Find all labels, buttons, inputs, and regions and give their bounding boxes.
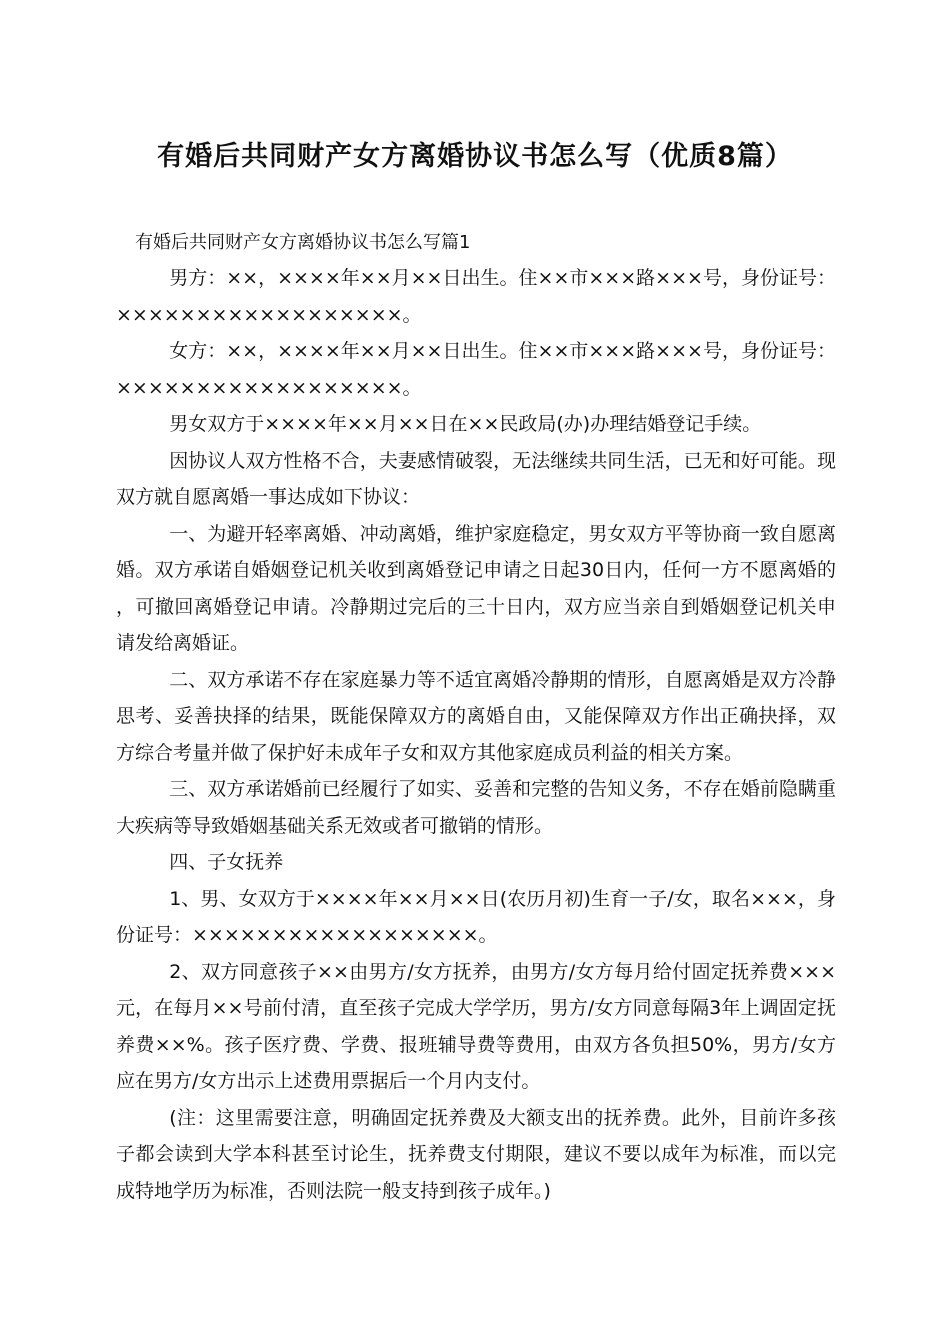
document-title: 有婚后共同财产女方离婚协议书怎么写（优质8篇）	[157, 141, 793, 172]
paragraph-wife-info: 女方：××，××××年××月××日出生。住××市×××路×××号，身份证号：××××××××××××××××××。	[116, 340, 836, 399]
paragraph-clause-3: 三、双方承诺婚前已经履行了如实、妥善和完整的告知义务，不存在婚前隐瞒重大疾病等导致婚姻基础关系无效或者可撤销的情形。	[116, 778, 836, 837]
paragraph-husband-info: 男方：××，××××年××月××日出生。住××市×××路×××号，身份证号：××××××××××××××××××。	[116, 267, 836, 326]
document-body	[116, 260, 836, 1209]
paragraph-clause-4-heading: 四、子女抚养	[169, 851, 284, 873]
paragraph-clause-1: 一、为避开轻率离婚、冲动离婚，维护家庭稳定，男女双方平等协商一致自愿离婚。双方承诺自婚姻登记机关收到离婚登记申请之日起30日内，任何一方不愿离婚的，可撤回离婚登记申请。冷静期过完后的三十日内，双方应当亲自到婚姻登记机关申请发给离婚证。	[116, 522, 836, 654]
paragraph-note: (注：这里需要注意，明确固定抚养费及大额支出的抚养费。此外，目前许多孩子都会读到大学本科甚至讨论生，抚养费支付期限，建议不要以成年为标准，而以完成特地学历为标准，否则法院一般支持到孩子成年。)	[116, 1106, 836, 1202]
paragraph-reason: 因协议人双方性格不合，夫妻感情破裂，无法继续共同生活，已无和好可能。现双方就自愿离婚一事达成如下协议：	[116, 449, 836, 508]
paragraph-marriage-registration: 男女双方于××××年××月××日在××民政局(办)办理结婚登记手续。	[169, 413, 762, 435]
section-heading: 有婚后共同财产女方离婚协议书怎么写篇1	[135, 232, 471, 253]
paragraph-child-support: 2、双方同意孩子××由男方/女方抚养，由男方/女方每月给付固定抚养费×××元，在每月××号前付清，直至孩子完成大学学历，男方/女方同意每隔3年上调固定抚养费××%。孩子医疗费、学费、报班辅导费等费用，由双方各负担50%，男方/女方应在男方/女方出示上述费用票据后一个月内支付。	[116, 960, 836, 1092]
paragraph-clause-2: 二、双方承诺不存在家庭暴力等不适宜离婚冷静期的情形，自愿离婚是双方冷静思考、妥善抉择的结果，既能保障双方的离婚自由，又能保障双方作出正确抉择，双方综合考量并做了保护好未成年子女和双方其他家庭成员利益的相关方案。	[116, 668, 836, 764]
paragraph-child-birth: 1、男、女双方于××××年××月××日(农历月初)生育一子/女，取名×××，身份证号：××××××××××××××××××。	[116, 887, 836, 946]
